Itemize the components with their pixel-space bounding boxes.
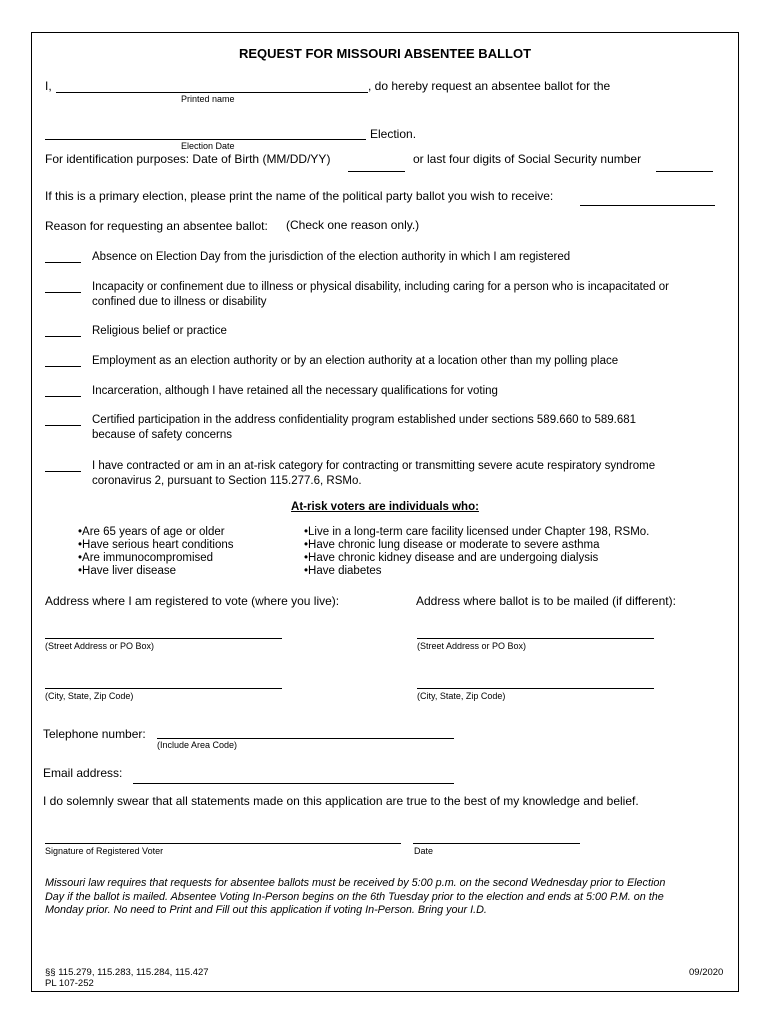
list-item: • Have diabetes [304,565,649,578]
date-field[interactable] [413,843,580,844]
list-item: • Are 65 years of age or older [78,526,234,539]
reason-heading: Reason for requesting an absentee ballot: [45,219,268,233]
statute-reference: §§ 115.279, 115.283, 115.284, 115.427 [45,967,209,978]
reason-checkbox[interactable] [45,366,81,367]
at-risk-heading: At-risk voters are individuals who: [291,501,479,513]
notice-line: Monday prior. No need to Print and Fill out this application if voting In-Person. Bring your I.D. [45,904,487,916]
email-field[interactable] [133,783,454,784]
mailing-street-field[interactable] [417,638,654,639]
reason-checkbox[interactable] [45,262,81,263]
deadline-notice [45,877,725,918]
phone-field[interactable] [157,738,454,739]
reason-text: Certified participation in the address confidentiality program established under sections 589.660 to 589.681 [92,414,637,426]
reason-text-continued: confined due to illness or disability [92,296,267,308]
reason-text: Incarceration, although I have retained all the necessary qualifications for voting [92,385,498,397]
mailing-street-label: (Street Address or PO Box) [417,641,527,651]
list-item: • Live in a long-term care facility licensed under Chapter 198, RSMo. [304,526,649,539]
at-risk-list-left [78,526,234,578]
form-number: PL 107-252 [45,978,94,989]
reason-checkbox[interactable] [45,336,81,337]
list-item: • Have liver disease [78,565,234,578]
printed-name-label: Printed name [181,94,235,104]
ssn-field[interactable] [656,171,713,172]
notice-line: Missouri law requires that requests for absentee ballots must be received by 5:00 p.m. on the second Wednesday prior to Election [45,877,666,889]
reason-text: Employment as an election authority or by an election authority at a location other than my polling place [92,355,619,367]
reason-note: (Check one reason only.) [286,218,420,232]
intro-suffix: , do hereby request an absentee ballot for the [368,79,611,93]
ssn-text: or last four digits of Social Security number [413,152,642,166]
registered-street-field[interactable] [45,638,282,639]
mailing-address-heading: Address where ballot is to be mailed (if different): [416,594,676,608]
registered-address-heading: Address where I am registered to vote (where you live): [45,594,340,608]
reason-text-continued: coronavirus 2, pursuant to Section 115.277.6, RSMo. [92,475,362,487]
phone-label: Telephone number: [43,727,146,741]
list-item: • Are immunocompromised [78,552,234,565]
list-item: • Have serious heart conditions [78,539,234,552]
reason-text: Religious belief or practice [92,325,227,337]
mailing-city-field[interactable] [417,688,654,689]
email-label: Email address: [43,766,123,780]
election-date-field[interactable] [45,139,366,140]
list-item: • Have chronic lung disease or moderate to severe asthma [304,539,649,552]
dob-field[interactable] [348,171,405,172]
signature-label: Signature of Registered Voter [45,846,164,856]
reason-checkbox[interactable] [45,292,81,293]
at-risk-list-right [304,526,649,578]
reason-text: Incapacity or confinement due to illness or physical disability, including caring for a person who is incapacitated or [92,281,670,293]
reason-text-continued: because of safety concerns [92,429,232,441]
primary-text: If this is a primary election, please print the name of the political party ballot you wish to receive: [45,189,554,203]
reason-checkbox[interactable] [45,425,81,426]
party-ballot-field[interactable] [580,205,715,206]
reason-checkbox[interactable] [45,471,81,472]
list-item: • Have chronic kidney disease and are undergoing dialysis [304,552,649,565]
oath-text: I do solemnly swear that all statements made on this application are true to the best of my knowledge and belief. [43,794,639,808]
intro-prefix: I, [45,79,52,93]
form-title: REQUEST FOR MISSOURI ABSENTEE BALLOT [238,46,532,61]
election-date-label: Election Date [181,141,235,151]
dob-text: For identification purposes: Date of Birth (MM/DD/YY) [45,152,331,166]
reason-text: Absence on Election Day from the jurisdiction of the election authority in which I am registered [92,251,571,263]
notice-line: Day if the ballot is mailed. Absentee Voting In-Person begins on the 6th Tuesday prior to the election and ends at 5:00 P.M. on the [45,890,664,903]
registered-city-label: (City, State, Zip Code) [45,691,134,701]
area-code-label: (Include Area Code) [157,740,238,750]
reason-checkbox[interactable] [45,396,81,397]
reason-text: I have contracted or am in an at-risk category for contracting or transmitting severe acute respiratory syndrome [92,460,656,472]
mailing-city-label: (City, State, Zip Code) [417,691,506,701]
signature-field[interactable] [45,843,401,844]
registered-street-label: (Street Address or PO Box) [45,641,155,651]
date-label: Date [414,846,434,856]
printed-name-field[interactable] [56,92,368,93]
election-suffix: Election. [370,127,417,141]
registered-city-field[interactable] [45,688,282,689]
revision-date: 09/2020 [689,967,724,978]
